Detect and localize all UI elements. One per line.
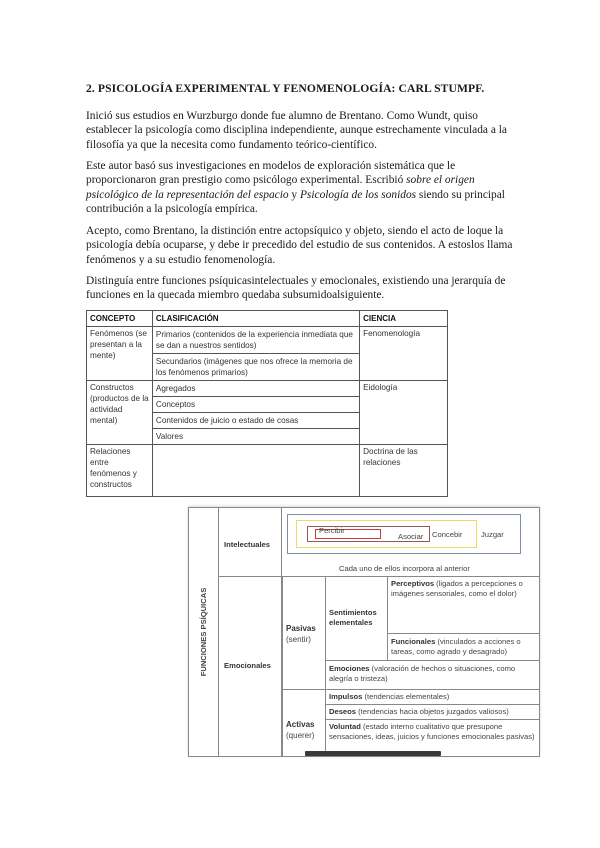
intelectuales-note: Cada uno de ellos incorpora al anterior xyxy=(339,564,470,573)
item-voluntad xyxy=(329,722,539,742)
divider-intelectuales xyxy=(219,576,539,577)
item-perceptivos xyxy=(391,579,539,599)
table-row xyxy=(87,445,448,497)
perceptivos-text: (ligados a percepciones o imágenes sensoriales, como el dolor) xyxy=(391,579,523,598)
section-heading: 2. PSICOLOGÍA EXPERIMENTAL Y FENOMENOLOGÍA: CARL STUMPF. xyxy=(86,82,485,95)
paragraph-works-text-c: siendo su principal contribución a la psicología empírica. xyxy=(86,188,505,215)
paragraph-phenomenology: Acepto, como Brentano, la distinción entre actopsíquico y objeto, siendo el acto de loque la psicología debía ocuparse, y debe ir precedido del estudio de sus contenidos. A estoslos llama fenómenos y a su estudio fenomenología. xyxy=(86,225,513,266)
item-funcionales xyxy=(391,637,539,657)
label-sentimientos-elementales: Sentimientos elementales xyxy=(329,608,377,627)
label-sentir: (sentir) xyxy=(286,635,311,644)
item-impulsos xyxy=(329,692,539,702)
step-percibir: Percibir xyxy=(319,526,345,535)
voluntad-text: (estado interno cualitativo que presupone sensaciones, ideas, juicios y funciones emocionales pasivas) xyxy=(329,722,535,741)
cell-concepto-relaciones: Relaciones entre fenómenos y constructos xyxy=(87,445,153,497)
item-emociones xyxy=(329,664,539,684)
funcionales-text: (vinculados a acciones o tareas, como agrado y desagrado) xyxy=(391,637,521,656)
label-emocionales: Emocionales xyxy=(224,661,271,670)
label-activas: Activas xyxy=(286,720,315,729)
funciones-psiquicas-diagram xyxy=(188,507,540,757)
divider-level3 xyxy=(325,576,326,689)
book-title-espacio: sobre el origen psicológico de la representación del espacio xyxy=(86,174,475,201)
header-ciencia: CIENCIA xyxy=(360,311,448,327)
divider-funcionales xyxy=(325,660,539,661)
vertical-title xyxy=(189,508,218,756)
cell-clasificacion-contenidos: Contenidos de juicio o estado de cosas xyxy=(152,413,359,429)
paragraph-works-text-b: y xyxy=(288,188,300,201)
funcionales-bold: Funcionales xyxy=(391,637,436,646)
image-caption-bar xyxy=(305,751,441,756)
header-concepto: CONCEPTO xyxy=(87,311,153,327)
book-title-sonidos: Psicología de los sonidos xyxy=(299,188,417,201)
cell-ciencia-fenomenologia: Fenomenología xyxy=(360,327,448,381)
cell-clasificacion-valores: Valores xyxy=(152,429,359,445)
paragraph-functions: Distinguía entre funciones psíquicasintelectuales y emocionales, existiendo una jerarquía de funciones en la quecada miembro quedaba subsumidoalsiguiente. xyxy=(86,275,506,302)
label-intelectuales: Intelectuales xyxy=(224,540,271,549)
emociones-text: (valoración de hechos o situaciones, como alegría o tristeza) xyxy=(329,664,516,683)
impulsos-text: (tendencias elementales) xyxy=(362,692,450,701)
divider-level4 xyxy=(387,576,388,660)
table-row xyxy=(87,381,448,397)
table-row xyxy=(87,327,448,354)
deseos-text: (tendencias hacia objetos juzgados valiosos) xyxy=(356,707,509,716)
paragraph-intro: Inició sus estudios en Wurzburgo donde fue alumno de Brentano. Como Wundt, quiso establecer la psicología como disciplina independiente, aunque estrechamente vinculada a la filosofía ya que la necesita como fundamento teórico-científico. xyxy=(86,110,507,151)
step-juzgar: Juzgar xyxy=(481,530,504,539)
divider-pasivas-activas xyxy=(282,689,539,690)
concept-table xyxy=(86,310,448,497)
impulsos-bold: Impulsos xyxy=(329,692,363,701)
deseos-bold: Deseos xyxy=(329,707,357,716)
paragraph-works xyxy=(86,159,516,216)
cell-concepto-fenomenos: Fenómenos (se presentan a la mente) xyxy=(87,327,153,381)
divider-level2 xyxy=(282,576,283,756)
cell-clasificacion-secundarios: Secundarios (imágenes que nos ofrece la memoria de los fenómenos primarios) xyxy=(152,354,359,381)
vertical-title-text: FUNCIONES PSÍQUICAS xyxy=(198,587,208,677)
cell-clasificacion-empty xyxy=(152,445,359,497)
divider-deseos xyxy=(325,719,539,720)
divider-level3-activas xyxy=(325,689,326,756)
table-header-row xyxy=(87,311,448,327)
divider-perceptivos xyxy=(387,633,539,634)
label-querer: (querer) xyxy=(286,731,315,740)
cell-clasificacion-agregados: Agregados xyxy=(152,381,359,397)
divider-impulsos xyxy=(325,704,539,705)
cell-clasificacion-primarios: Primarios (contenidos de la experiencia inmediata que se dan a nuestros sentidos) xyxy=(152,327,359,354)
cell-clasificacion-conceptos: Conceptos xyxy=(152,397,359,413)
item-deseos xyxy=(329,707,539,717)
header-clasificacion: CLASIFICACIÓN xyxy=(152,311,359,327)
perceptivos-bold: Perceptivos xyxy=(391,579,435,588)
voluntad-bold: Voluntad xyxy=(329,722,361,731)
step-concebir: Concebir xyxy=(432,530,463,539)
emociones-bold: Emociones xyxy=(329,664,370,673)
cell-concepto-constructos: Constructos (productos de la actividad mental) xyxy=(87,381,153,445)
label-pasivas: Pasivas xyxy=(286,624,316,633)
paragraph-works-text-a: Este autor basó sus investigaciones en modelos de exploración sistemática que le proporcionaron gran prestigio como psicólogo experimental. Escribió xyxy=(86,160,456,187)
step-asociar: Asociar xyxy=(398,532,424,541)
cell-ciencia-doctrina: Doctrina de las relaciones xyxy=(360,445,448,497)
cell-ciencia-eidologia: Eidología xyxy=(360,381,448,445)
